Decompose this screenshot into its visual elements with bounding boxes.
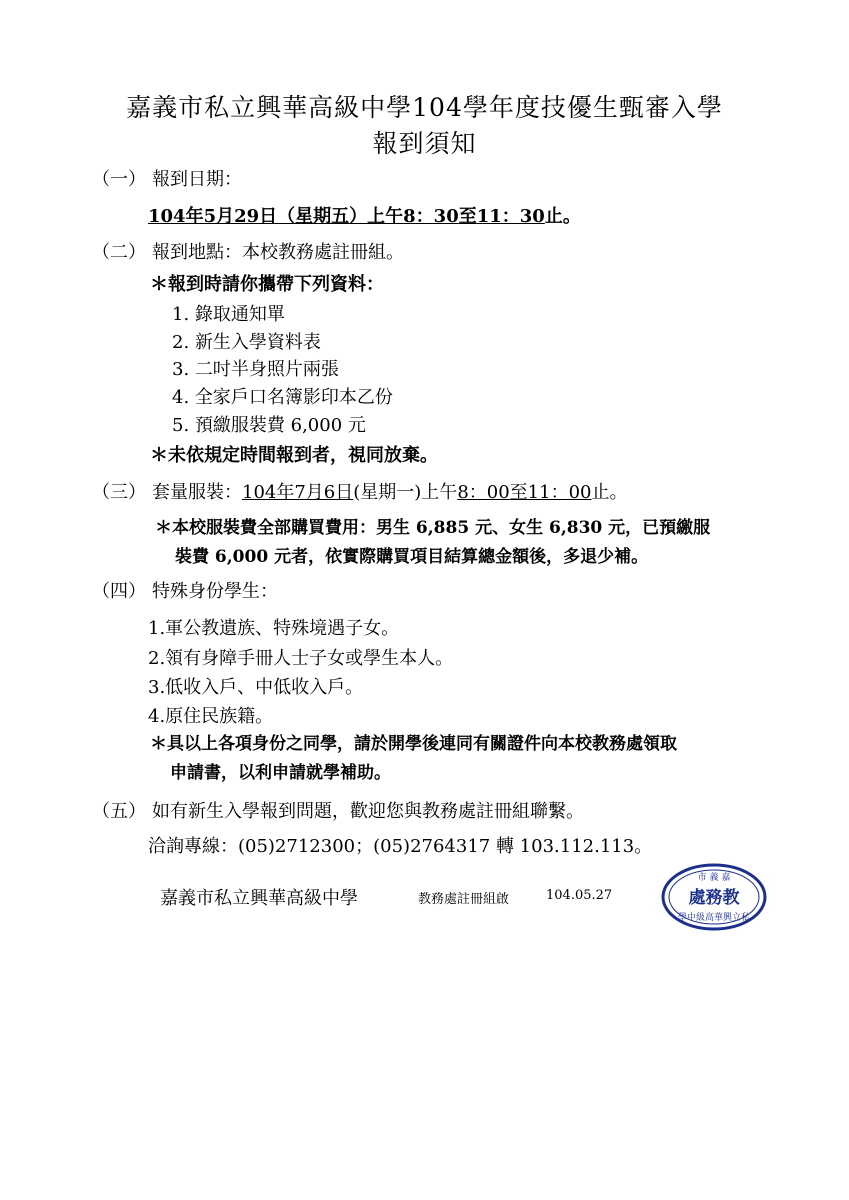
school-seal	[660, 862, 768, 932]
fitting-stop: 止。	[591, 482, 628, 503]
late-warning: ＊未依規定時間報到者，視同放棄。	[150, 445, 438, 466]
uniform-fitting-line	[152, 478, 627, 504]
section-3-heading: 套量服裝：	[152, 482, 242, 503]
page-subtitle: 報到須知	[372, 129, 477, 158]
page-title: 嘉義市私立興華高級中學104學年度技優生甄審入學	[126, 93, 723, 122]
section-2-heading: 報到地點：本校教務處註冊組。	[152, 242, 404, 263]
list-item: 1.軍公教遺族、特殊境遇子女。	[148, 618, 400, 639]
list-item: 2. 新生入學資料表	[172, 332, 321, 353]
report-time-stop: 止。	[544, 206, 581, 227]
footer-date: 104.05.27	[546, 888, 613, 903]
uniform-fee-note-2: 裝費 6,000 元者，依實際購買項目結算總金額後，多退少補。	[175, 547, 649, 567]
seal-text-top: 市 義 嘉	[697, 873, 731, 883]
footer-office: 教務處註冊組啟	[418, 892, 510, 907]
list-item: 3.低收入戶、中低收入戶。	[148, 677, 364, 698]
list-item: 1. 錄取通知單	[172, 304, 285, 325]
report-time-start: 8：30	[403, 206, 459, 227]
report-date-line	[148, 202, 581, 228]
list-item: 4. 全家戶口名簿影印本乙份	[172, 387, 393, 408]
contact-note: 如有新生入學報到問題，歡迎您與教務處註冊組聯繫。	[152, 801, 584, 822]
footer-school: 嘉義市私立興華高級中學	[160, 888, 358, 909]
contact-phone: 洽詢專線：(05)2712300；(05)2764317 轉 103.112.113。	[148, 836, 653, 857]
section-1-label: （一）	[92, 169, 146, 190]
section-3-label: （三）	[92, 482, 146, 503]
bring-note: ＊報到時請你攜帶下列資料：	[150, 274, 384, 295]
list-item: 2.領有身障手冊人士子女或學生本人。	[148, 648, 454, 669]
section-1-heading: 報到日期：	[152, 169, 242, 190]
seal-text-bottom: 學中級高華興立私	[677, 913, 751, 923]
special-status-note-1: ＊具以上各項身份之同學，請於開學後連同有關證件向本校教務處領取	[150, 734, 677, 754]
report-date: 104年5月29日（星期五）上午	[148, 206, 404, 227]
uniform-fee-note-1: ＊本校服裝費全部購買費用：男生 6,885 元、女生 6,830 元，已預繳服	[155, 518, 711, 538]
special-status-note-2: 申請書，以利申請就學補助。	[170, 763, 391, 783]
section-5-label: （五）	[92, 801, 146, 822]
report-time-to: 至	[458, 206, 477, 227]
fitting-weekday: (星期一)上午	[353, 482, 458, 503]
list-item: 3. 二吋半身照片兩張	[172, 359, 339, 380]
report-time-end: 11：30	[476, 206, 545, 227]
list-item: 5. 預繳服裝費 6,000 元	[172, 415, 366, 436]
section-4-heading: 特殊身份學生：	[152, 581, 278, 602]
fitting-time-start: 8：00	[457, 482, 510, 503]
section-4-label: （四）	[92, 581, 146, 602]
seal-text-middle: 處務教	[688, 888, 740, 908]
section-2-label: （二）	[92, 242, 146, 263]
fitting-time-end: 11：00	[527, 482, 592, 503]
list-item: 4.原住民族籍。	[148, 706, 274, 727]
fitting-time-to: 至	[509, 482, 528, 503]
fitting-date: 104年7月6日	[242, 482, 354, 503]
